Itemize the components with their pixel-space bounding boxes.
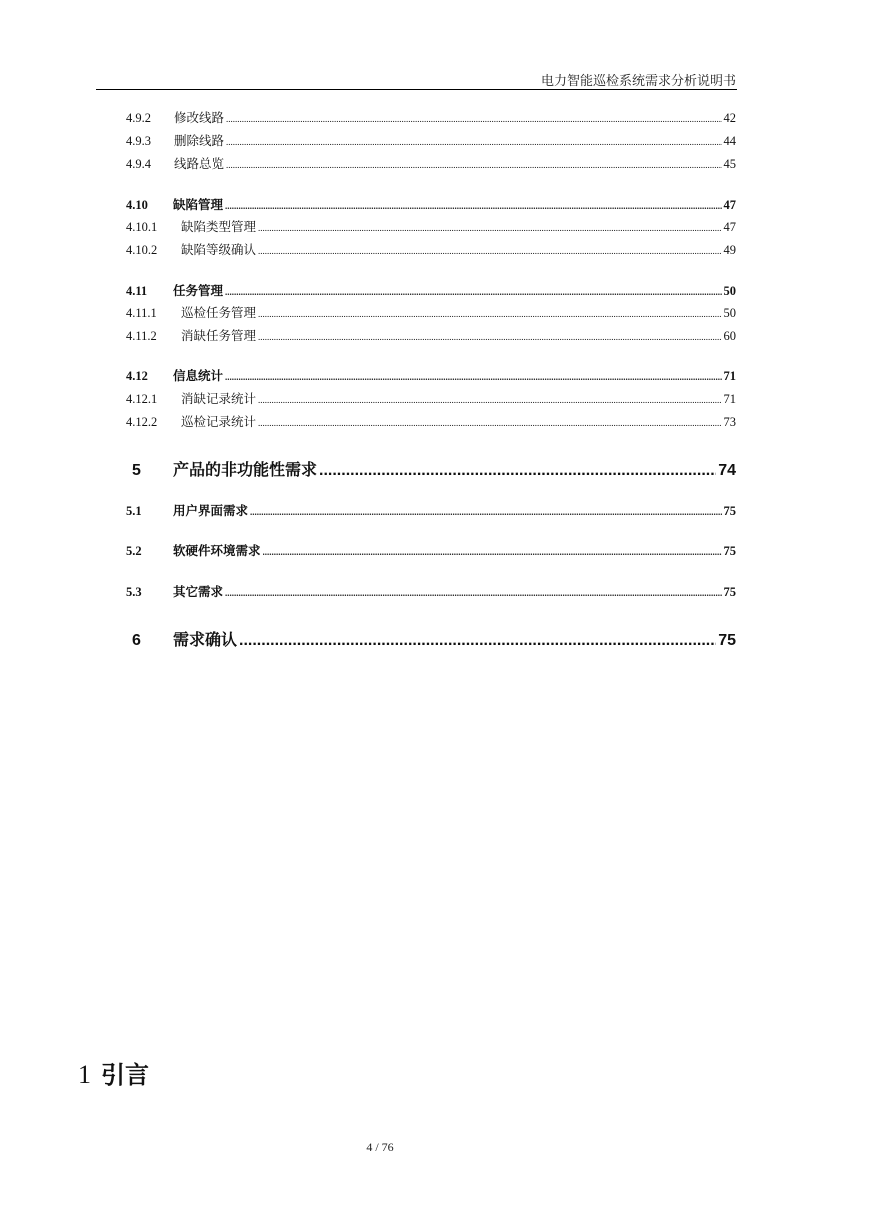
toc-entry-title: 缺陷类型管理 [181,219,257,234]
toc-entry-page: 45 [723,157,736,171]
toc-entry-4-11[interactable] [126,281,736,299]
toc-entry-number: 4.10.2 [126,243,158,257]
toc-entry-title: 巡检记录统计 [181,414,257,429]
toc-entry-page: 50 [723,306,736,320]
toc-leader-dots [225,201,721,211]
page-number: 4 / 76 [366,1140,394,1154]
toc-entry-page: 75 [723,544,736,558]
toc-entry-page: 75 [723,504,736,518]
section-heading-title: 引言 [101,1061,149,1089]
toc-entry-4-10-2[interactable] [126,240,736,258]
toc-entry-number: 5 [132,462,141,479]
toc-leader-dots [263,547,722,557]
toc-entry-number: 4.10 [126,198,148,212]
toc-entry-number: 4.10.1 [126,220,158,234]
toc-entry-page: 50 [723,284,736,298]
header-divider [96,89,737,90]
toc-entry-title: 修改线路 [174,110,225,125]
toc-leader-dots [258,395,721,405]
toc-entry-number: 4.9.2 [126,111,151,125]
toc-leader-dots [319,462,716,480]
toc-entry-page: 44 [723,134,736,148]
toc-entry-page: 71 [723,392,736,406]
toc-entry-page: 73 [723,415,736,429]
toc-entry-title: 线路总览 [174,156,225,171]
toc-entry-4-12-2[interactable] [126,412,736,430]
toc-entry-title: 其它需求 [173,584,224,599]
toc-entry-page: 47 [723,220,736,234]
toc-leader-dots [258,418,721,428]
toc-entry-number: 4.9.3 [126,134,151,148]
toc-entry-4-9-3[interactable] [126,131,736,149]
toc-leader-dots [258,223,721,233]
toc-entry-title: 缺陷等级确认 [181,242,257,257]
toc-entry-page: 75 [723,585,736,599]
toc-entry-4-9-4[interactable] [126,154,736,172]
toc-entry-4-11-2[interactable] [126,326,736,344]
toc-entry-number: 4.12.2 [126,415,158,429]
toc-entry-4-12[interactable] [126,366,736,384]
toc-leader-dots [226,114,721,124]
toc-entry-5-3[interactable] [126,582,736,600]
toc-entry-6[interactable] [132,627,736,650]
toc-entry-4-10-1[interactable] [126,217,736,235]
toc-leader-dots [226,160,721,170]
toc-entry-4-10[interactable] [126,195,736,213]
toc-entry-title: 消缺记录统计 [181,391,257,406]
toc-entry-page: 49 [723,243,736,257]
toc-entry-number: 4.9.4 [126,157,151,171]
toc-entry-4-12-1[interactable] [126,389,736,407]
toc-entry-page: 47 [723,198,736,212]
toc-entry-title: 用户界面需求 [173,503,249,518]
toc-entry-number: 6 [132,632,141,649]
document-title: 电力智能巡检系统需求分析说明书 [540,74,736,89]
toc-leader-dots [225,372,721,382]
toc-entry-number: 4.11.2 [126,329,157,343]
section-heading [78,1055,149,1090]
toc-leader-dots [239,632,716,650]
toc-leader-dots [258,246,721,256]
toc-entry-title: 产品的非功能性需求 [173,460,318,479]
toc-entry-title: 巡检任务管理 [181,305,257,320]
toc-entry-page: 71 [723,369,736,383]
toc-entry-number: 5.2 [126,544,142,558]
toc-entry-page: 60 [723,329,736,343]
toc-leader-dots [226,137,721,147]
toc-entry-title: 需求确认 [173,630,238,649]
toc-entry-number: 5.1 [126,504,142,518]
toc-entry-title: 软硬件环境需求 [173,543,261,558]
toc-entry-number: 4.11 [126,284,148,298]
toc-entry-number: 4.12 [126,369,148,383]
toc-entry-5-1[interactable] [126,501,736,519]
toc-entry-title: 信息统计 [173,368,224,383]
section-heading-number: 1 [78,1060,91,1089]
toc-entry-title: 任务管理 [173,283,224,298]
toc-leader-dots [225,588,721,598]
toc-entry-title: 缺陷管理 [173,197,224,212]
toc-entry-number: 4.12.1 [126,392,158,406]
toc-entry-4-11-1[interactable] [126,303,736,321]
toc-entry-number: 4.11.1 [126,306,157,320]
toc-entry-4-9-2[interactable] [126,108,736,126]
toc-entry-page: 75 [718,632,736,649]
toc-entry-title: 删除线路 [174,133,225,148]
toc-entry-page: 42 [723,111,736,125]
toc-entry-title: 消缺任务管理 [181,328,257,343]
toc-leader-dots [250,507,721,517]
toc-entry-page: 74 [718,462,736,479]
toc-entry-5-2[interactable] [126,541,736,559]
toc-leader-dots [258,309,721,319]
toc-entry-5[interactable] [132,457,736,480]
toc-leader-dots [258,332,721,342]
toc-leader-dots [225,287,721,297]
toc-entry-number: 5.3 [126,585,142,599]
